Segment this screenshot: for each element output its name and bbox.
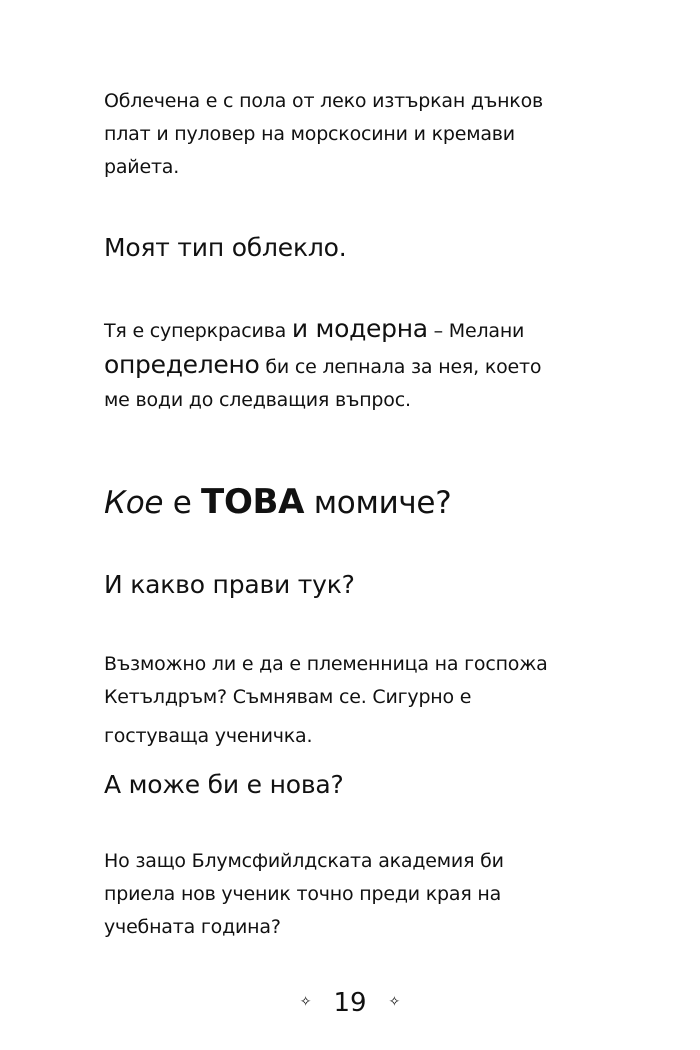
paragraph-modern [104, 312, 604, 417]
sparkle-icon: ✧ [299, 993, 312, 1010]
paragraph-niece [104, 648, 604, 753]
text-line: Но защо Блумсфийлдската академия би [104, 850, 504, 872]
text-segment: момиче? [304, 485, 452, 521]
emphasis-text: определено [104, 350, 260, 379]
text-line: райета. [104, 156, 180, 178]
emphasis-text: и модерна [291, 314, 428, 343]
sparkle-icon: ✧ [388, 993, 401, 1010]
text-line: гостуваща ученичка. [104, 725, 313, 747]
italic-text: Кое [104, 485, 164, 521]
paragraph-clothing [104, 85, 604, 184]
heading-what-doing: И какво прави тук? [104, 570, 355, 599]
text-line [104, 348, 604, 384]
page-number: 19 [333, 988, 367, 1018]
paragraph-academy [104, 845, 604, 944]
text-segment: Тя е суперкрасива [104, 320, 292, 342]
text-line: учебната година? [104, 916, 281, 938]
text-line: плат и пуловер на морскосини и кремави [104, 123, 515, 145]
text-line: Кетълдръм? Съмнявам се. Сигурно е [104, 686, 472, 708]
text-line: ме води до следващия въпрос. [104, 389, 411, 411]
text-line: Облечена е с пола от леко изтъркан дънков [104, 90, 543, 112]
heading-who-is-girl [104, 482, 604, 523]
text-line [104, 312, 604, 348]
page-footer [0, 985, 700, 1022]
heading-maybe-new: А може би е нова? [104, 770, 344, 799]
text-segment: е [163, 485, 202, 521]
emphasis-text: ТОВА [201, 482, 305, 522]
text-line: Възможно ли е да е племенница на госпожа [104, 653, 548, 675]
text-segment: – Мелани [427, 320, 525, 342]
heading-my-style: Моят тип облекло. [104, 233, 347, 262]
text-segment: би се лепнала за нея, което [259, 356, 542, 378]
text-line: приела нов ученик точно преди края на [104, 883, 502, 905]
